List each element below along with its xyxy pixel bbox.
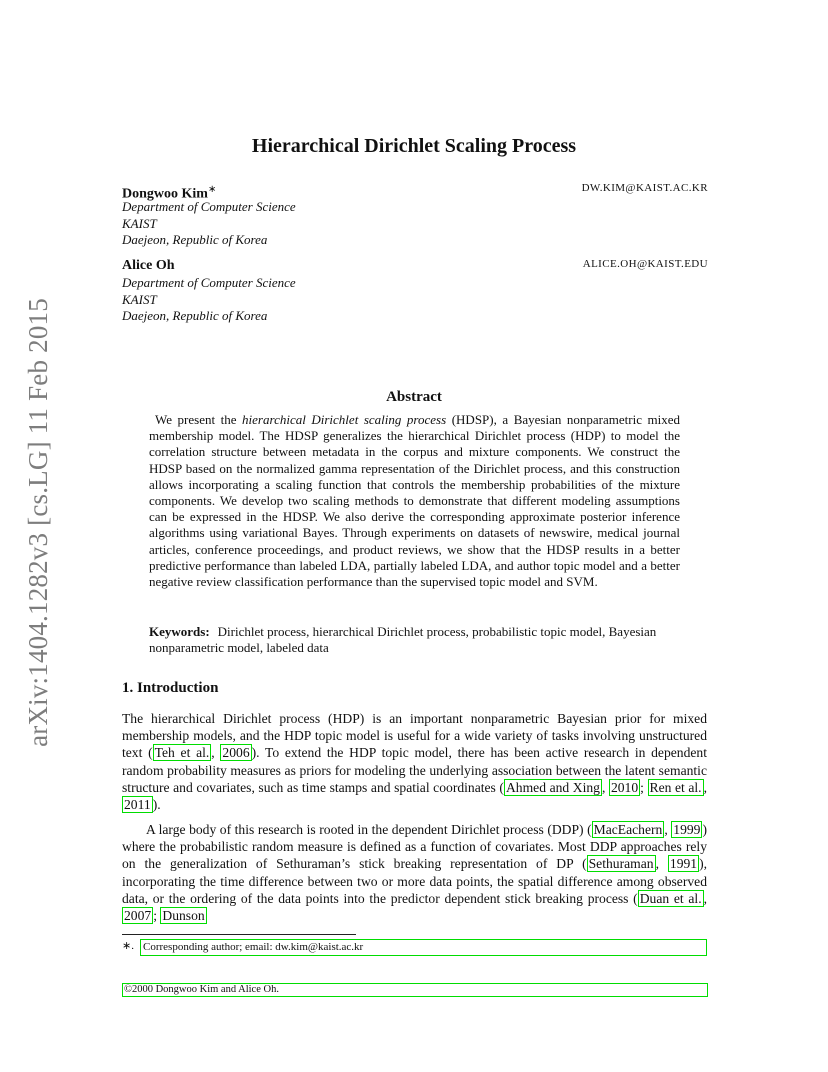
citation-link[interactable]: Ren et al. [649,779,702,795]
citation-year-link[interactable]: 2007 [124,908,152,924]
abstract-heading: Abstract [386,389,442,405]
footnote-link[interactable]: Corresponding author; email: dw.kim@kaist.ac.kr [140,939,707,956]
author-email: DW.KIM@KAIST.AC.KR [581,182,708,194]
citation-year-link[interactable]: 2011 [124,797,151,813]
citation-link[interactable]: Dunson [162,908,205,924]
affiliation-institution: KAIST [122,215,157,231]
affiliation-location: Daejeon, Republic of Korea [122,308,268,323]
intro-paragraph-2: A large body of this research is rooted in the dependent Dirichlet process (DDP) ( MacEachern , 1999 ) where the probabilistic random measure is defined as a function of covariates. Most DDP approaches rely on the generalization of Sethuraman’s stick breaking representation of DP ( Sethuraman , 1991 ), incorporating the time difference between two or more data points, the spatial difference among observed data, or the ordering of the data points into the predictor dependent stick breaking process ( Duan et al. , 2007 ; Dunson [122,822,708,924]
citation-year-link[interactable]: 2010 [610,779,639,795]
citation-link[interactable]: Ahmed and Xing [505,779,600,795]
author-block-2 [122,257,708,325]
author-block-1 [122,181,708,249]
arxiv-sidebar-stamp [18,292,58,752]
citation-link[interactable]: MacEachern [593,822,663,837]
copyright-notice[interactable]: ©2000 Dongwoo Kim and Alice Oh. [122,983,708,997]
affiliation-department: Department of Computer Science [122,199,296,214]
citation-link[interactable]: Sethuraman [588,856,654,872]
keywords-list: Dirichlet process, hierarchical Dirichlet process, probabilistic topic model, Bayesian nonparametric model, labeled data [149,624,657,656]
citation-year-link[interactable]: 2006 [222,745,250,761]
abstract-text: We present the hierarchical Dirichlet scaling process (HDSP), a Bayesian nonparametric mixed membership model. The HDSP generalizes the hierarchical Dirichlet process (HDP) to model the correlation structure between metadata in the corpus and mixture components. We construct the HDSP based on the normalized gamma representation of the Dirichlet process, and this construction allows incorporating a scaling function that controls the membership probabilities of the mixture components. We develop two scaling methods to demonstrate that different modeling assumptions can be expressed in the HDSP. We also derive the corresponding approximate posterior inference algorithms using variational Bayes. Through experiments on datasets of newswire, medical journal articles, conference proceedings, and product reviews, we show that the HDSP results in a better predictive performance than labeled LDA, partially labeled LDA, and author topic model and a better negative review classification performance than the supervised topic model and SVM. [149,412,680,590]
citation-year-link[interactable]: 1999 [673,822,701,837]
intro-paragraph-1: The hierarchical Dirichlet process (HDP) is an important nonparametric Bayesian prior for mixed membership models, and the HDP topic model is useful for a wide variety of tasks involving unstructured text ( Teh et al. , 2006 ). To extend the HDP topic model, there has been active research in dependent random probability measures as priors for modeling the underlying association between the latent semantic structure and covariates, such as time stamps and spatial coordinates ( Ahmed and Xing , 2010 ; Ren et al. , 2011 ). [122,711,708,813]
author-email: ALICE.OH@KAIST.EDU [582,258,708,270]
author-name: Alice Oh [122,258,175,273]
footnote-divider [122,934,356,935]
model-name-emphasis: hierarchical Dirichlet scaling process [242,412,447,427]
paper-title: Hierarchical Dirichlet Scaling Process [251,135,577,157]
footnote-marker: ∗. [122,940,134,952]
citation-link[interactable]: Duan et al. [639,890,702,906]
arxiv-identifier: arXiv:1404.1282v3 [cs.LG] 11 Feb 2015 [22,297,53,747]
section-heading-introduction: 1. Introduction [122,680,219,696]
keywords-label: Keywords: [149,624,210,639]
author-name: Dongwoo Kim∗ [122,184,217,202]
affiliation-department: Department of Computer Science [122,275,296,290]
citation-year-link[interactable]: 1991 [669,856,698,872]
affiliation-location: Daejeon, Republic of Korea [122,232,268,247]
footnote [122,939,707,956]
author-footnote-marker: ∗ [207,184,217,195]
citation-link[interactable]: Teh et al. [154,745,210,761]
affiliation-institution: KAIST [122,291,157,307]
keywords [149,624,680,656]
